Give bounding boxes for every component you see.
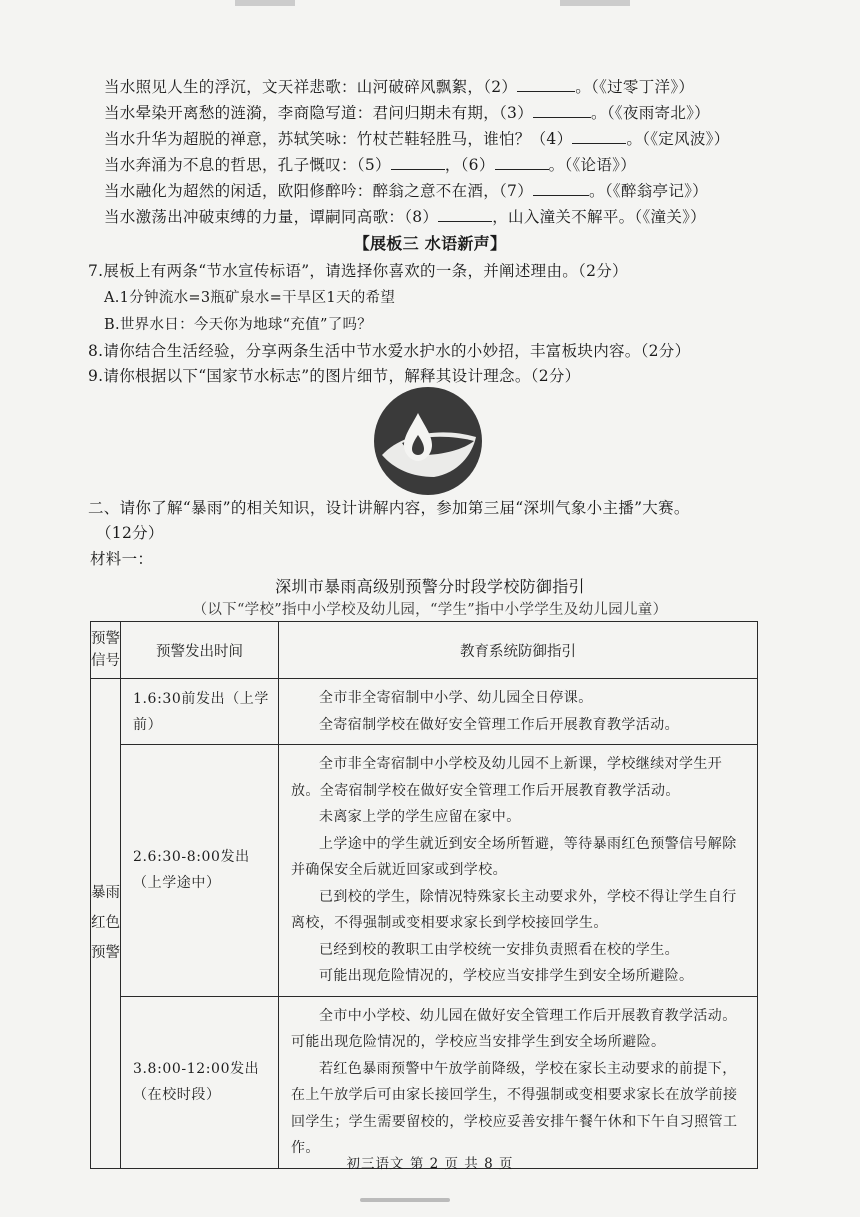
answer-blank: [438, 207, 492, 222]
answer-blank: [533, 103, 591, 118]
table-row: [91, 745, 758, 997]
poem-line-4: 当水奔涌为不息的哲思，孔子慨叹：（5） ，（6） 。（《论语》）: [104, 156, 636, 174]
guide-cell: 全市非全寄宿制中小学、幼儿园全日停课。 全寄宿制学校在做好安全管理工作后开展教育教学活动。: [279, 679, 758, 745]
page-footer: 初三语文 第 2 页 共 8 页: [346, 1156, 514, 1172]
header-guide: 教育系统防御指引: [279, 622, 758, 679]
scan-mark: [235, 0, 295, 6]
question-7: 7.展板上有两条“节水宣传标语”，请选择你喜欢的一条，并阐述理由。（2分）: [88, 262, 628, 280]
panel-three-title: 【展板三 水语新声】: [353, 234, 507, 253]
question-7-option-a: A.1分钟流水=3瓶矿泉水=干旱区1天的希望: [104, 290, 396, 306]
water-saving-logo-icon: [372, 385, 484, 497]
signal-cell: 暴雨红色预警: [91, 679, 121, 1169]
answer-blank: [517, 77, 575, 92]
header-signal: 预警信号: [91, 622, 121, 679]
header-time: 预警发出时间: [121, 622, 279, 679]
section-two-prompt: 二、请你了解“暴雨”的相关知识，设计讲解内容，参加第三届“深圳气象小主播”大赛。: [88, 499, 690, 517]
answer-blank: [391, 155, 445, 170]
material-one-label: 材料一：: [90, 550, 154, 568]
defense-guide-table: [90, 621, 758, 1169]
poem-line-6: 当水激荡出冲破束缚的力量，谭嗣同高歌：（8） ，山入潼关不解平。（《潼关》）: [104, 208, 706, 226]
question-7-option-b: B.世界水日：今天你为地球“充值”了吗？: [104, 317, 373, 333]
poem-line-5: 当水融化为超然的闲适，欧阳修醉吟：醉翁之意不在酒，（7） 。（《醉翁亭记》）: [104, 182, 708, 200]
time-cell: 2.6:30-8:00发出（上学途中）: [121, 745, 279, 997]
guide-cell: 全市中小学校、幼儿园在做好安全管理工作后开展教育教学活动。可能出现危险情况的，学校应当安排学生到安全场所避险。 若红色暴雨预警中午放学前降级，学校在家长主动要求的前提下，在上午放学后可由家长接回学生，不得强制或变相要求家长在放学前接回学生；学生需要留校的，学校应妥善安排午餐午休和下午自习照管工作。: [279, 996, 758, 1168]
scan-mark: [360, 1198, 450, 1202]
time-cell: 3.8:00-12:00发出（在校时段）: [121, 996, 279, 1168]
poem-line-1: 当水照见人生的浮沉，文天祥悲歌：山河破碎风飘絮，（2） 。（《过零丁洋》）: [104, 78, 695, 96]
answer-blank: [533, 181, 589, 196]
time-cell: 1.6:30前发出（上学前）: [121, 679, 279, 745]
table-title: 深圳市暴雨高级别预警分时段学校防御指引: [275, 577, 585, 596]
answer-blank: [495, 155, 549, 170]
scan-mark: [560, 0, 630, 6]
table-row: [91, 679, 758, 745]
table-header-row: [91, 622, 758, 679]
guide-cell: 全市非全寄宿制中小学校及幼儿园不上新课，学校继续对学生开放。全寄宿制学校在做好安全管理工作后开展教育教学活动。 未离家上学的学生应留在家中。 上学途中的学生就近到安全场所暂避，等待暴雨红色预警信号解除并确保安全后就近回家或到学校。 已到校的学生，除情况特殊家长主动要求外，学校不得让学生自行离校，不得强制或变相要求家长到学校接回学生。 已经到校的教职工由学校统一安排负责照看在校的学生。 可能出现危险情况的，学校应当安排学生到安全场所避险。: [279, 745, 758, 997]
question-8: 8.请你结合生活经验，分享两条生活中节水爱水护水的小妙招，丰富板块内容。（2分）: [88, 342, 691, 360]
answer-blank: [572, 129, 626, 144]
poem-line-2: 当水晕染开离愁的涟漪，李商隐写道：君问归期未有期，（3） 。（《夜雨寄北》）: [104, 104, 710, 122]
section-two-score: （12分）: [96, 524, 164, 542]
table-subtitle: （以下“学校”指中小学校及幼儿园，“学生”指中小学学生及幼儿园儿童）: [192, 602, 668, 618]
table-row: [91, 996, 758, 1168]
question-9: 9.请你根据以下“国家节水标志”的图片细节，解释其设计理念。（2分）: [88, 367, 581, 385]
poem-line-3: 当水升华为超脱的禅意，苏轼笑咏：竹杖芒鞋轻胜马，谁怕？（4） 。（《定风波》）: [104, 130, 730, 148]
